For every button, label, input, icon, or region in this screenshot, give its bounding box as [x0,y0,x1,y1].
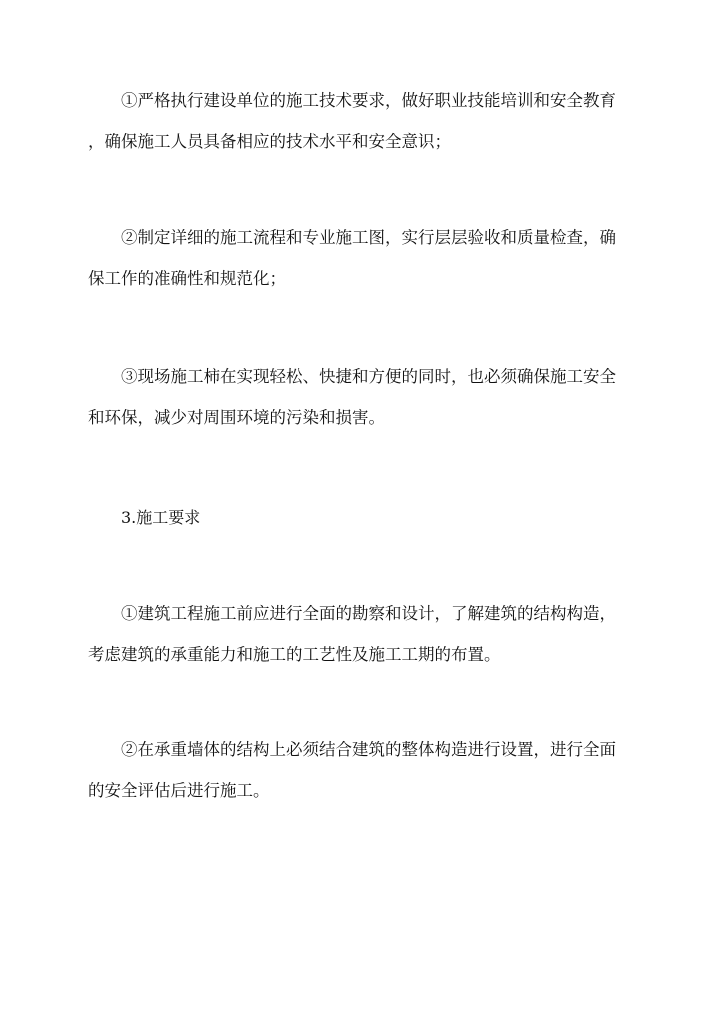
paragraph-3 [88,356,634,438]
paragraph-line: ③现场施工柿在实现轻松、快捷和方便的同时，也必须确保施工安全 [121,367,616,386]
paragraph-line: 的安全评估后进行施工。 [88,781,270,800]
paragraph-line: ②在承重墙体的结构上必须结合建筑的整体构造进行设置，进行全面 [121,740,616,759]
paragraph-line: 考虑建筑的承重能力和施工的工艺性及施工工期的布置。 [88,645,501,664]
paragraph-line: ，确保施工人员具备相应的技术水平和安全意识； [88,132,451,151]
requirement-2 [88,729,634,811]
section-heading: 3.施工要求 [121,508,201,527]
paragraph-line: ②制定详细的施工流程和专业施工图，实行层层验收和质量检查，确 [121,228,616,247]
paragraph-1 [88,80,634,162]
paragraph-line: 保工作的准确性和规范化； [88,269,286,288]
requirement-1 [88,593,634,675]
paragraph-line: ①建筑工程施工前应进行全面的勘察和设计，了解建筑的结构构造， [121,604,616,623]
paragraph-line: 和环保，减少对周围环境的污染和损害。 [88,408,385,427]
paragraph-2 [88,217,634,299]
paragraph-line: ①严格执行建设单位的施工技术要求，做好职业技能培训和安全教育 [121,91,616,110]
